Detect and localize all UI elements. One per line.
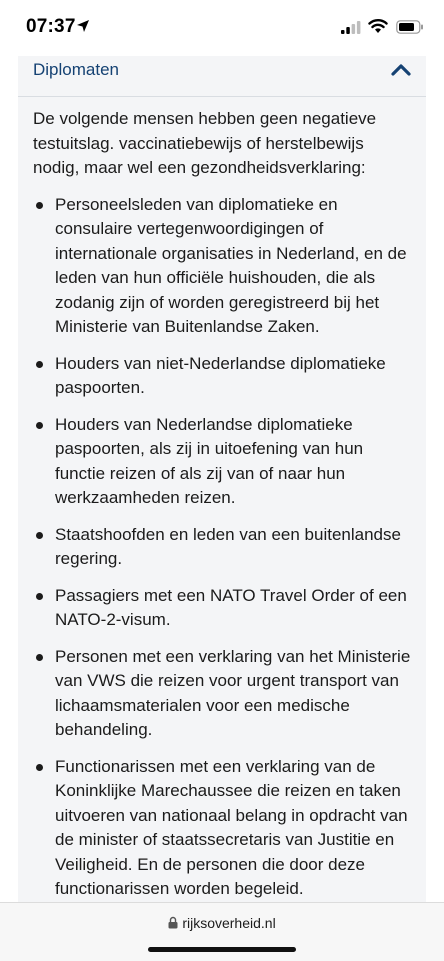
- list-item: Staatshoofden en leden van een buitenlandse regering.: [33, 523, 413, 572]
- list-item: Personen met een verklaring van het Ministerie van VWS die reizen voor urgent transport van lichaamsmaterialen voor een medische behandeling.: [33, 645, 413, 743]
- list-item: Functionarissen met een verklaring van de Koninklijke Marechaussee die reizen en taken uitvoeren van nationaal belang in opdracht van de minister of staatssecretaris van Justitie en Veiligheid. En de personen die door deze functionarissen worden begeleid.: [33, 755, 413, 902]
- list-item: Personeelsleden van diplomatieke en consulaire vertegenwoordigingen of internationale organisaties in Nederland, en de leden van hun officiële huishouden, die als zodanig zijn of worden geregistreerd bij het Ministerie van Buitenlandse Zaken.: [33, 193, 413, 340]
- url-text: rijksoverheid.nl: [182, 915, 276, 931]
- accordion-content: [33, 107, 413, 902]
- divider: [18, 96, 426, 97]
- location-arrow-icon: [76, 19, 90, 38]
- bullet-list: [33, 193, 413, 902]
- accordion-header-diplomaten[interactable]: [18, 56, 426, 88]
- battery-icon: [396, 20, 424, 39]
- home-indicator[interactable]: [148, 947, 296, 952]
- wifi-icon: [368, 18, 388, 39]
- browser-bottom-bar: [0, 902, 444, 961]
- intro-text: De volgende mensen hebben geen negatieve testuitslag. vaccinatiebewijs of herstelbewijs nodig, maar wel een gezondheidsverklaring:: [33, 109, 377, 177]
- address-bar[interactable]: [0, 915, 444, 932]
- accordion-panel: [18, 56, 426, 902]
- list-item: Passagiers met een NATO Travel Order of een NATO-2-visum.: [33, 584, 413, 633]
- accordion-title: Diplomaten: [33, 60, 119, 79]
- list-item: Houders van Nederlandse diplomatieke paspoorten, als zij in uitoefening van hun functie reizen of als zij van of naar hun werkzaamheden reizen.: [33, 413, 413, 511]
- cellular-signal-icon: [341, 21, 361, 39]
- status-time: 07:37: [26, 16, 76, 37]
- lock-icon: [168, 916, 178, 932]
- status-bar: [0, 0, 444, 56]
- list-item: Houders van niet-Nederlandse diplomatieke paspoorten.: [33, 352, 413, 401]
- chevron-up-icon[interactable]: [390, 62, 412, 83]
